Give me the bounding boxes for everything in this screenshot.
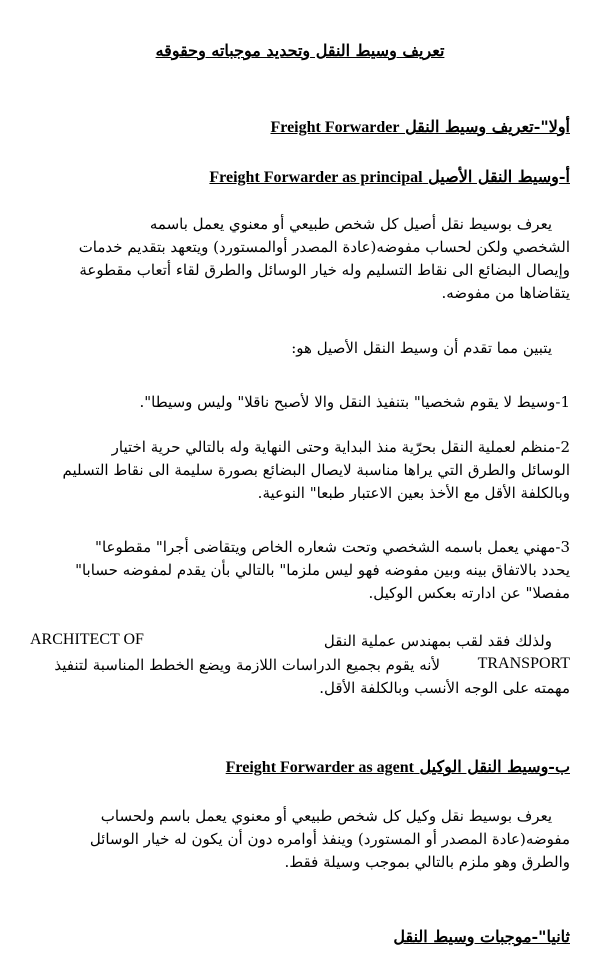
item1-text: 1-وسيط لا يقوم شخصيا" بتنفيذ النقل والا لأصبح ناقلا" وليس وسيطا". — [139, 393, 570, 411]
para1-line2: الشخصي ولكن لحساب مفوضه(عادة المصدر أوالمستورد) ويتعهد بتقديم خدمات — [78, 238, 570, 256]
intro-text: يتبين مما تقدم أن وسيط النقل الأصيل هو: — [291, 339, 552, 357]
architect-line2-en: TRANSPORT — [477, 655, 570, 672]
item2-line2: الوسائل والطرق التي يراها مناسبة لايصال البضائع بصورة سليمة الى نقاط التسليم — [62, 461, 570, 479]
item3-line2: يحدد بالاتفاق بينه وبين مفوضه فهو ليس ملزما" بالتالي بأن يقدم لمفوضه حسابا" — [75, 561, 570, 579]
section1-heading-en: Freight Forwarder — [270, 119, 400, 136]
section2-heading: ثانيا"-موجبات وسيط النقل — [393, 927, 570, 946]
sub-b-line1: يعرف بوسيط نقل وكيل كل شخص طبيعي أو معنوي يعمل باسم ولحساب — [100, 807, 552, 825]
para1-line4: يتقاضاها من مفوضه. — [441, 284, 570, 302]
section1-heading — [270, 116, 570, 139]
sub-b-line3: والطرق وهو ملزم بالتالي بموجب وسيلة فقط. — [284, 853, 570, 871]
sub-b-line2: مفوضه(عادة المصدر أو المستورد) وينفذ أوامره دون أن يكون له خيار الوسائل — [89, 830, 570, 848]
architect-line1-en: ARCHITECT OF — [30, 631, 144, 648]
sub-b-heading-ar: ب-وسيط النقل الوكيل — [419, 757, 570, 776]
item2-line3: وبالكلفة الأقل مع الأخذ بعين الاعتبار طبعا" النوعية. — [257, 484, 570, 502]
item2-line1: 2-منظم لعملية النقل بحرّية منذ البداية وحتى النهاية وله بالتالي حرية اختيار — [111, 438, 570, 456]
architect-line1-ar: ولذلك فقد لقب بمهندس عملية النقل — [323, 632, 552, 650]
para1-line1: يعرف بوسيط نقل أصيل كل شخص طبيعي أو معنوي يعمل باسمه — [149, 215, 552, 233]
sub-b-heading — [226, 756, 570, 779]
document-title: تعريف وسيط النقل وتحديد موجباته وحقوقه — [155, 41, 445, 60]
item3-line3: مفصلا" عن ادارته بعكس الوكيل. — [368, 584, 570, 602]
architect-line2-ar: لأنه يقوم بجميع الدراسات اللازمة ويضع الخطط المناسبة لتنفيذ — [54, 656, 440, 674]
sub-a-heading-en: Freight Forwarder as principal — [209, 169, 423, 186]
section1-heading-ar: أولا"-تعريف وسيط النقل — [405, 117, 570, 136]
sub-a-heading-ar: أ-وسيط النقل الأصيل — [428, 167, 570, 186]
item3-line1: 3-مهني يعمل باسمه الشخصي وتحت شعاره الخاص ويتقاضى أجرا" مقطوعا" — [95, 538, 570, 556]
para1-line3: وإيصال البضائع الى نقاط التسليم وله خيار الوسائل والطرق لقاء أتعاب مقطوعة — [79, 261, 570, 279]
sub-b-heading-en: Freight Forwarder as agent — [225, 759, 414, 776]
sub-a-heading — [209, 166, 570, 189]
architect-line3-ar: مهمته على الوجه الأنسب وبالكلفة الأقل. — [319, 679, 570, 697]
